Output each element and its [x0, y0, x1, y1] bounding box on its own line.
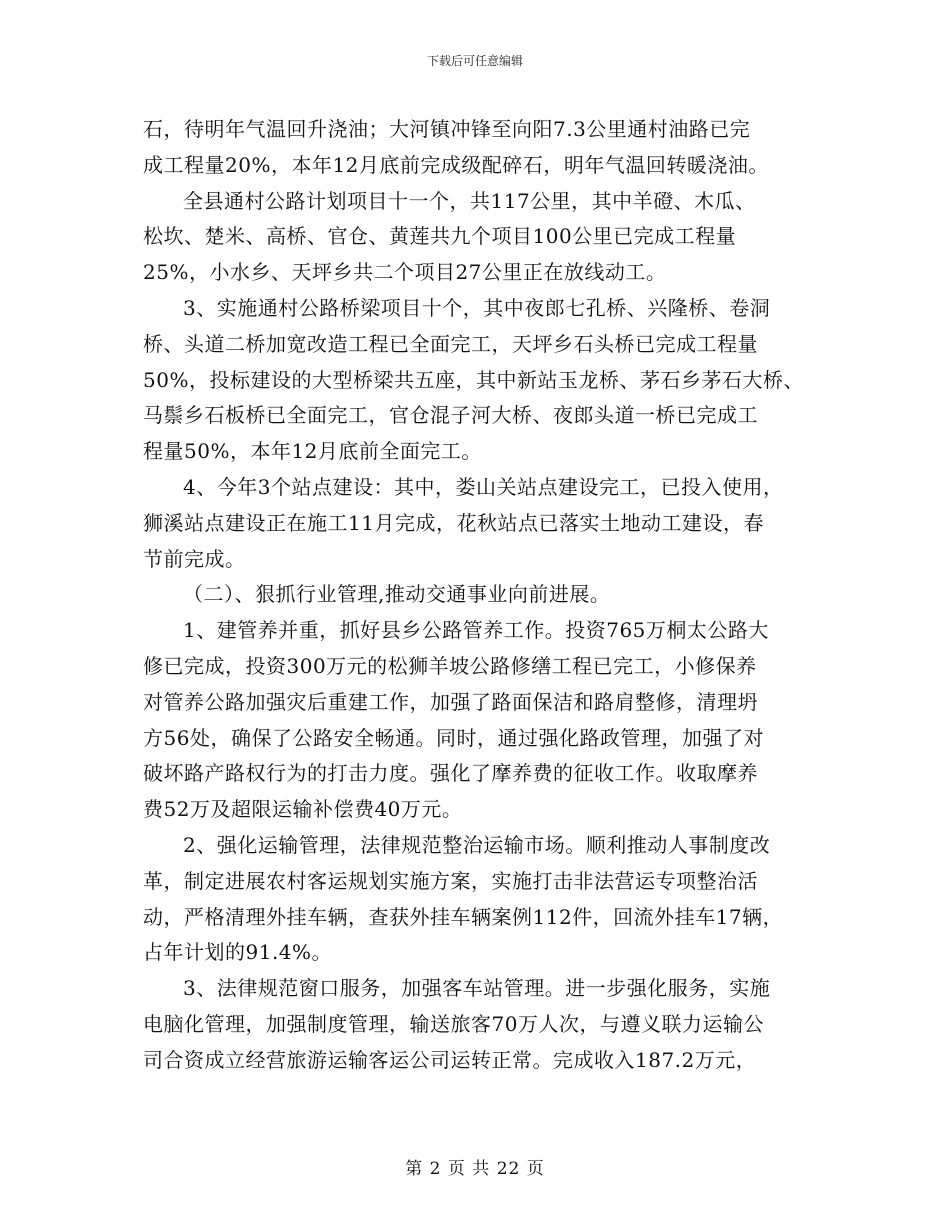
text-line: 程量50%，本年12月底前全面完工。	[143, 439, 482, 464]
text-line: （二）、狠抓行业管理,推动交通事业向前进展。	[183, 582, 611, 607]
text-line: 4、今年3个站点建设：其中，娄山关站点建设完工，已投入使用，	[183, 474, 784, 499]
text-line: 动，严格清理外挂车辆，查获外挂车辆案例112件，回流外挂车17辆，	[143, 904, 784, 929]
text-line: 狮溪站点建设正在施工11月完成，花秋站点已落实土地动工建设，春	[143, 510, 764, 535]
text-line: 3、实施通村公路桥梁项目十个，其中夜郎七孔桥、兴隆桥、卷洞	[183, 295, 771, 320]
text-line: 松坎、楚米、高桥、官仓、黄莲共九个项目100公里已完成工程量	[143, 224, 737, 249]
text-line: 方56处，确保了公路安全畅通。同时，通过强化路政管理，加强了对	[143, 725, 764, 750]
text-line: 修已完成，投资300万元的松狮羊坡公路修缮工程已完工，小修保养	[143, 653, 757, 678]
text-line: 50%，投标建设的大型桥梁共五座，其中新站玉龙桥、茅石乡茅石大桥、	[143, 367, 804, 392]
text-line: 石，待明年气温回升浇油；大河镇冲锋至向阳7.3公里通村油路已完	[143, 117, 751, 141]
text-line: 司合资成立经营旅游运输客运公司运转正常。完成收入187.2万元，	[143, 1047, 757, 1072]
page-header: 下载后可任意编辑	[426, 54, 523, 68]
text-line: 3、法律规范窗口服务，加强客车站管理。进一步强化服务，实施	[183, 976, 771, 1001]
text-line: 占年计划的91.4%。	[143, 940, 333, 965]
page-number-footer: 第 2 页 共 22 页	[405, 1159, 545, 1179]
body-text	[143, 112, 823, 1079]
text-line: 节前完成。	[143, 546, 246, 571]
text-line: 成工程量20%，本年12月底前完成级配碎石，明年气温回转暖浇油。	[143, 152, 769, 177]
text-line: 革，制定进展农村客运规划实施方案，实施打击非法营运专项整治活	[143, 868, 758, 893]
text-line: 破坏路产路权行为的打击力度。强化了摩养费的征收工作。收取摩养	[143, 761, 758, 786]
text-line: 电脑化管理，加强制度管理，输送旅客70万人次，与遵义联力运输公	[143, 1011, 764, 1036]
text-line: 2、强化运输管理，法律规范整治运输市场。顺利推动人事制度改	[183, 832, 771, 857]
text-line: 桥、头道二桥加宽改造工程已全面完工，天坪乡石头桥已完成工程量	[143, 331, 758, 356]
text-line: 全县通村公路计划项目十一个，共117公里，其中羊磴、木瓜、	[183, 188, 756, 213]
text-line: 1、建管养并重，抓好县乡公路管养工作。投资765万桐太公路大	[183, 618, 769, 643]
text-line: 马鬃乡石板桥已全面完工，官仓混子河大桥、夜郎头道一桥已完成工	[143, 403, 758, 428]
text-line: 费52万及超限运输补偿费40万元。	[143, 797, 463, 822]
text-line: 25%，小水乡、天坪乡共二个项目27公里正在放线动工。	[143, 260, 667, 285]
text-line: 对管养公路加强灾后重建工作，加强了路面保洁和路肩整修，清理坍	[143, 689, 758, 714]
